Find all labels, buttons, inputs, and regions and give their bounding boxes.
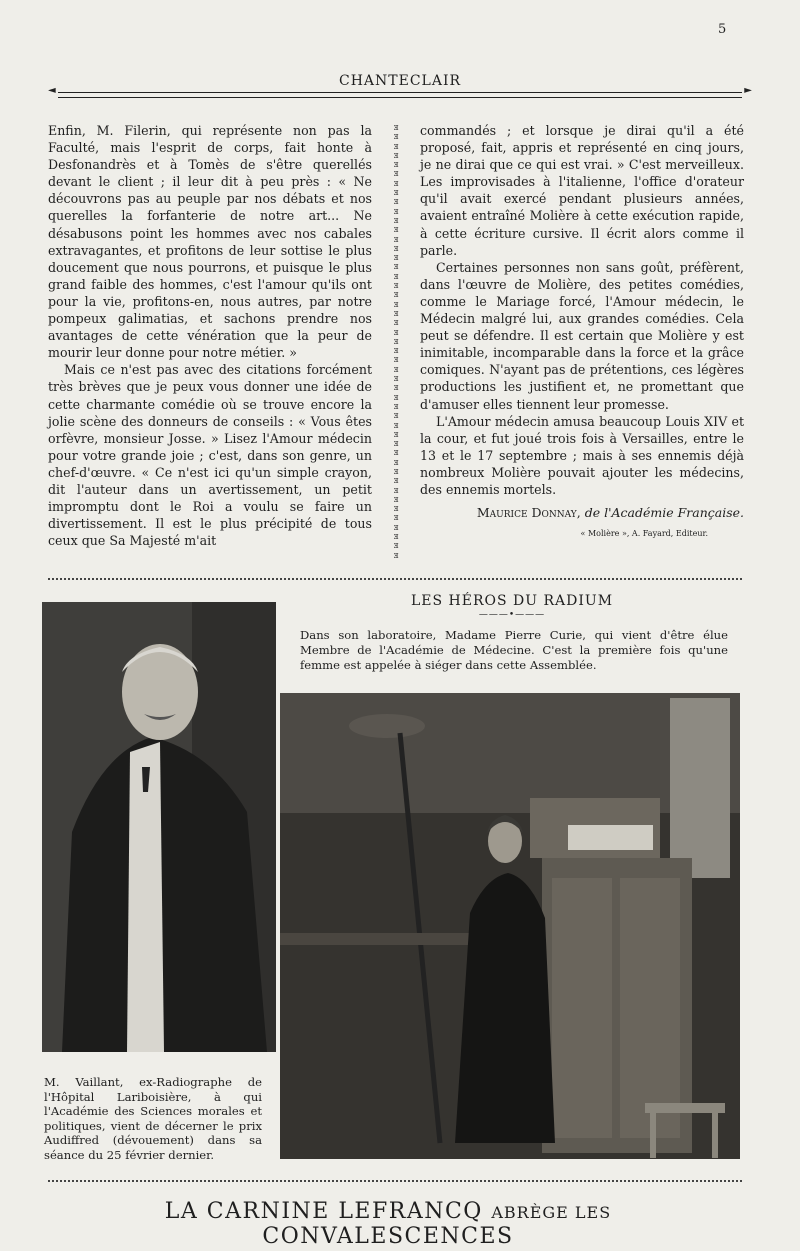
section-title-ornament: ———•——— (478, 610, 546, 620)
portrait-figure (42, 602, 276, 1052)
laboratory-photo (280, 693, 740, 1159)
article-paragraph: Enfin, M. Filerin, qui représente non pas la Faculté, mais l'esprit de corps, fait honte à Desfonandrès et à Tomès de s'être querellés devant le client ; il leur dit à peu près : « Ne découvrons pas au peuple par nos débats et nos querelles la forfanterie de notre art... Ne désabusons point les hommes avec nos cabales extravagantes, et profitons de leur sottise le plus doucement que nous pourrons, et puisque le plus grand faible des hommes, c'est l'amour qu'ils ont pour la vie, profitons-en, nous autres, par notre pompeux galimatias, et sachons prendre nos avantages de cette vénération que la peur de mourir leur donne pour notre métier. » (48, 123, 372, 361)
portrait-caption: M. Vaillant, ex-Radiographe de l'Hôpital Lariboisière, à qui l'Académie des Sciences morales et politiques, vient de décerner le prix Audiffred (dévouement) dans sa séance du 25 février dernier. (44, 1075, 262, 1162)
article-right-column (420, 122, 744, 542)
article-paragraph: Mais ce n'est pas avec des citations forcément très brèves que je peux vous donner une idée de cette charmante comédie où se trouve encore la jolie scène des donneurs de conseils : « Vous êtes orfèvre, monsieur Josse. » Lisez l'Amour médecin pour votre grande joie ; c'est, dans son genre, un chef-d'œuvre. « Ce n'est ici qu'un simple crayon, dit l'auteur dans un avertissement, un petit impromptu dont le Roi a voulu se faire un divertissement. Il est le plus précipité de tous ceux que Sa Majesté m'ait (48, 362, 372, 549)
source-note: « Molière », A. Fayard, Editeur. (580, 529, 708, 539)
article-paragraph: Certaines personnes non sans goût, préfèrent, dans l'œuvre de Molière, des petites comédies, comme le Mariage forcé, l'Amour médecin, le Médecin malgré lui, aux grandes comédies. Cela peut se défendre. Il est certain que Molière y est inimitable, incomparable dans la force et la grâce comiques. N'ayant pas de prétentions, ces légères productions les justifient et, ne promettant que d'amuser elles tiennent leur promesse. (420, 259, 744, 412)
article-paragraph: L'Amour médecin amusa beaucoup Louis XIV et la cour, et fut joué trois fois à Versailles, entre le 13 et le 17 septembre ; mais à ses ennemis déjà nombreux Molière pouvait ajouter les médecins, des ennemis mortels. (420, 413, 744, 497)
rule-ornament-left-icon: ◄ (48, 85, 56, 96)
header-rule (48, 85, 752, 98)
author-affiliation: de l'Académie Française. (584, 505, 744, 521)
rule-ornament-right-icon: ► (744, 85, 752, 96)
advert-divider (48, 1180, 742, 1182)
author-name: Maurice Donnay, (476, 505, 581, 521)
advertisement-text (36, 1199, 740, 1249)
page-header-title: CHANTECLAIR (338, 73, 462, 89)
section-title: LES HÉROS DU RADIUM (410, 593, 614, 609)
article-paragraph: commandés ; et lorsque je dirai qu'il a été proposé, fait, appris et représenté en cinq jours, je ne dirai que ce qui est vrai. » C'est merveilleux. Les improvisades à l'italienne, l'office d'orateur qu'il avait exercé pendant plusieurs années, avaient entraîné Molière à cette exécution rapide, à cette écriture cursive. Il écrit alors comme il parle. (420, 123, 744, 258)
article-signature (420, 504, 744, 521)
portrait-photo (42, 602, 276, 1052)
advert-middle: ABRÈGE LES (491, 1203, 612, 1222)
article-left-column (48, 122, 372, 549)
advert-brand: LA CARNINE LEFRANCQ (164, 1199, 483, 1224)
page-number: 5 (718, 22, 727, 37)
column-divider-ornament: ⱻ ⱻ ⱻ ⱻ ⱻ ⱻ ⱻ ⱻ ⱻ ⱻ ⱻ ⱻ ⱻ ⱻ ⱻ ⱻ ⱻ ⱻ ⱻ ⱻ ⱻ ⱻ ⱻ ⱻ ⱻ ⱻ ⱻ ⱻ ⱻ ⱻ ⱻ ⱻ ⱻ ⱻ ⱻ ⱻ ⱻ ⱻ ⱻ ⱻ ⱻ ⱻ ⱻ ⱻ ⱻ ⱻ ⱻ (393, 124, 399, 561)
section-intro: Dans son laboratoire, Madame Pierre Curie, qui vient d'être élue Membre de l'Académie de Médecine. C'est la première fois qu'une femme est appelée à siéger dans cette Assemblée. (300, 628, 728, 672)
advert-tagline: CONVALESCENCES (262, 1224, 514, 1249)
section-divider (48, 578, 742, 580)
laboratory-scene (280, 693, 740, 1159)
